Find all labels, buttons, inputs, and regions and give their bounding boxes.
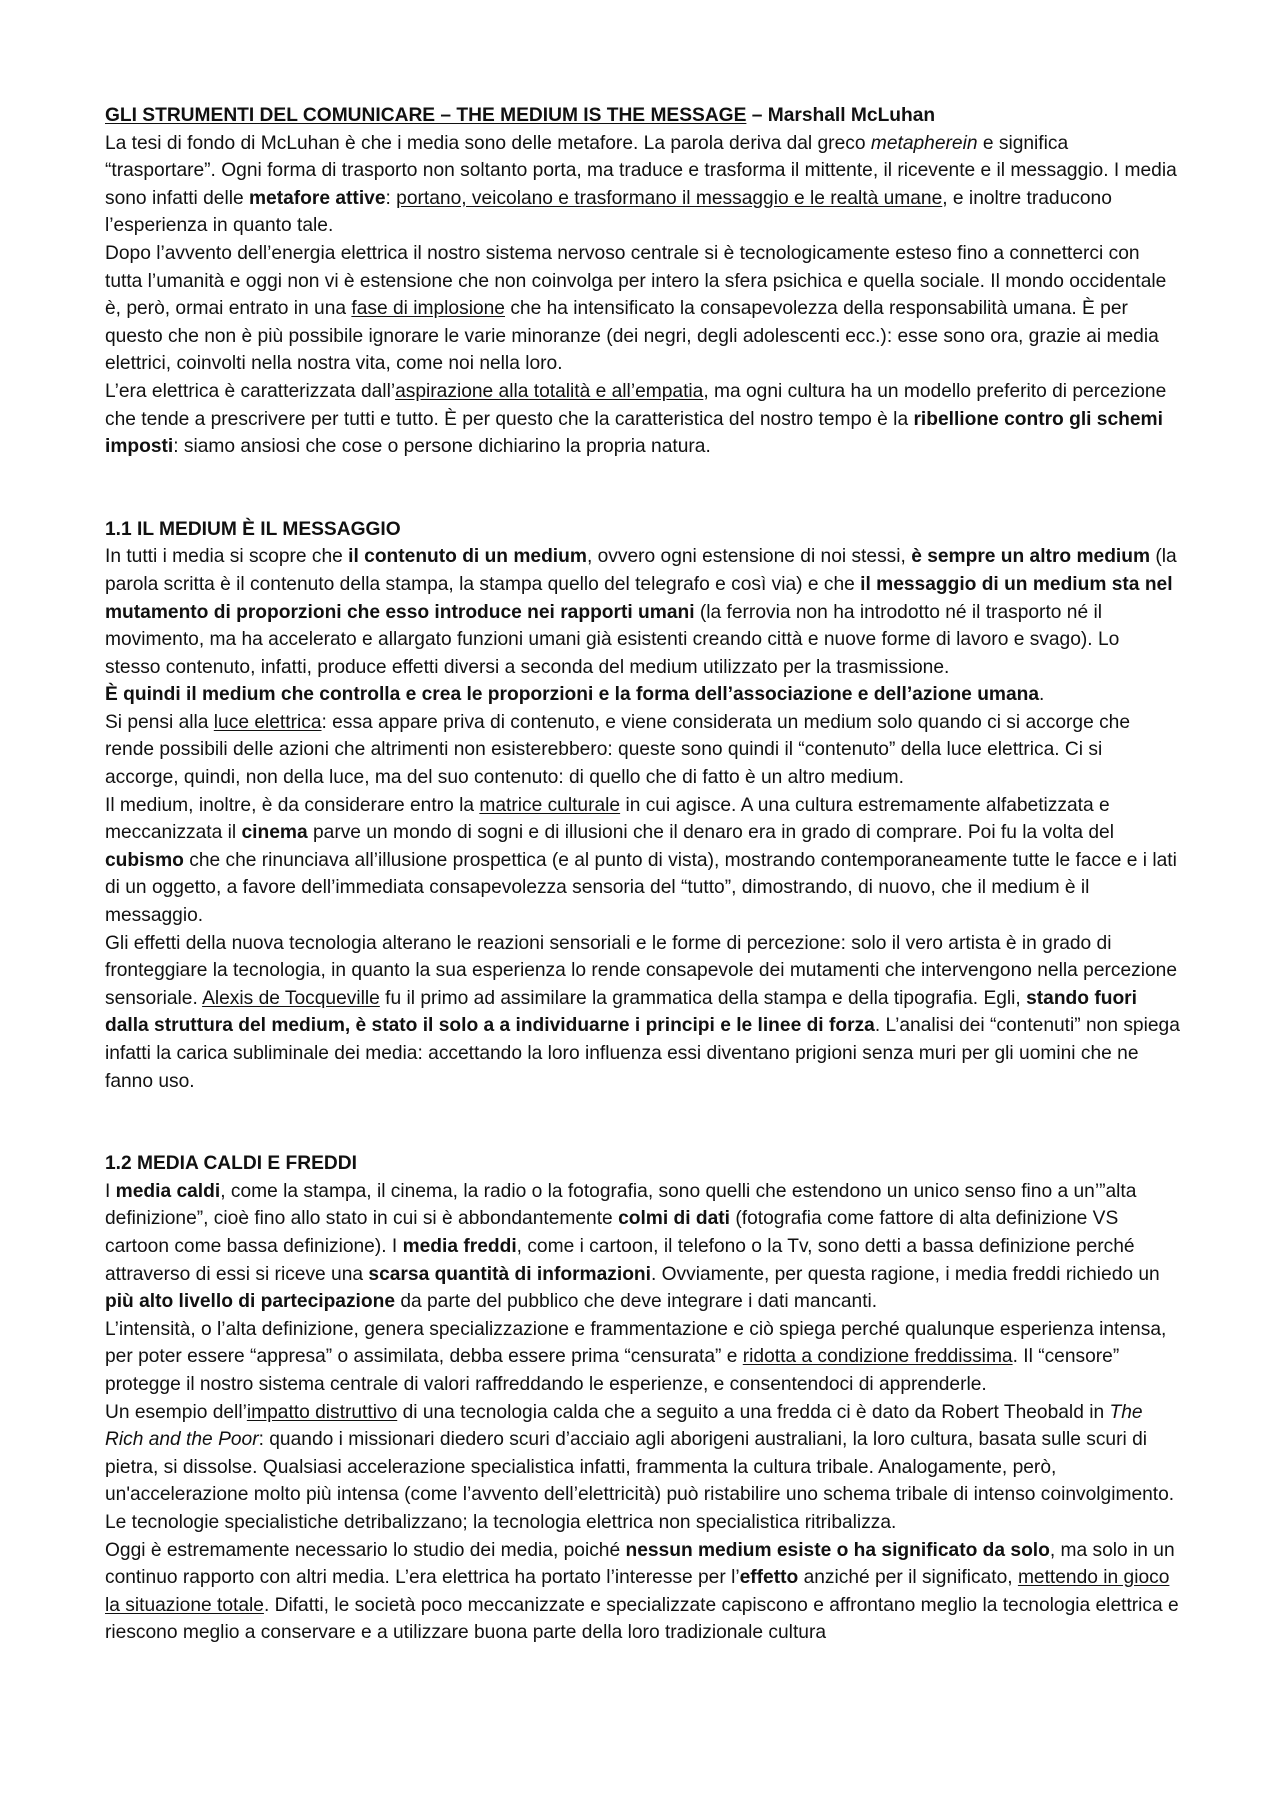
s12-paragraph-2: L’intensità, o l’alta definizione, genera specializzazione e frammentazione e ciò spiega perché qualunque esperienza intensa, per poter essere “appresa” o assimilata, debba essere prima “censurata” e ridotta a condizione freddissima. Il “censore” protegge il nostro sistema centrale di valori raffreddando le esperienze, e consentendoci di apprenderle. <box>105 1318 1167 1395</box>
s11-paragraph-3: Si pensi alla luce elettrica: essa appare priva di contenuto, e viene considerata un medium solo quando ci si accorge che rende possibili delle azioni che altrimenti non esisterebbero: queste sono quindi il “contenuto” della luce elettrica. Ci si accorge, quindi, non della luce, ma del suo contenuto: di quello che di fatto è un altro medium. <box>105 711 1131 789</box>
s12-paragraph-3: Un esempio dell’impatto distruttivo di una tecnologia calda che a seguito a una fredda ci è dato da Robert Theobald in The Rich and the Poor: quando i missionari diedero scuri d’acciaio agli aborigeni australiani, la loro cultura, basata sulle scuri di pietra, si dissolse. Qualsiasi accelerazione specialistica infatti, frammenta la cultura tribale. Analogamente, però, un'accelerazione molto più intensa (come l’avvento dell’elettricità) può ristabilire uno schema tribale di intenso coinvolgimento. Le tecnologie specialistiche detribalizzano; la tecnologia elettrica non specialistica ritribalizza. <box>105 1401 1175 1533</box>
document-title <box>105 102 1180 130</box>
s12-paragraph-1: I media caldi, come la stampa, il cinema, la radio o la fotografia, sono quelli che estendono un unico senso fino a un’”alta definizione”, cioè fino allo stato in cui si è abbondantemente colmi di dati (fotografia come fattore di alta definizione VS cartoon come bassa definizione). I media freddi, come i cartoon, il telefono o la Tv, sono detti a bassa definizione perché attraverso di essi si riceve una scarsa quantità di informazioni. Ovviamente, per questa ragione, i media freddi richiedo un più alto livello di partecipazione da parte del pubblico che deve integrare i dati mancanti. <box>105 1180 1160 1313</box>
s11-paragraph-2: È quindi il medium che controlla e crea le proporzioni e la forma dell’associazione e dell’azione umana. <box>105 684 1045 706</box>
section-heading-1-1: 1.1 IL MEDIUM È IL MESSAGGIO <box>105 518 401 540</box>
s11-paragraph-5: Gli effetti della nuova tecnologia alterano le reazioni sensoriali e le forme di percezione: solo il vero artista è in grado di fronteggiare la tecnologia, in quanto la sua esperienza lo rende consapevole dei mutamenti che intervengono nella percezione sensoriale. Alexis de Tocqueville fu il primo ad assimilare la grammatica della stampa e della tipografia. Egli, stando fuori dalla struttura del medium, è stato il solo a a individuarne i principi e le linee di forza. L’analisi dei “contenuti” non spiega infatti la carica subliminale dei media: accettando la loro influenza essi diventano prigioni senza muri per gli uomini che ne fanno uso. <box>105 932 1180 1092</box>
intro-paragraph-1: La tesi di fondo di McLuhan è che i media sono delle metafore. La parola deriva dal greco metapherein e significa “trasportare”. Ogni forma di trasporto non soltanto porta, ma traduce e trasforma il mittente, il ricevente e il messaggio. I media sono infatti delle metafore attive: portano, veicolano e trasformano il messaggio e le realtà umane, e inoltre traducono l’esperienza in quanto tale. <box>105 132 1177 237</box>
title-main: GLI STRUMENTI DEL COMUNICARE – THE MEDIUM IS THE MESSAGE <box>105 105 747 126</box>
title-author: Marshall McLuhan <box>767 105 936 126</box>
section-heading-1-2: 1.2 MEDIA CALDI E FREDDI <box>105 1153 357 1175</box>
title-separator: – <box>746 105 768 126</box>
s12-paragraph-4: Oggi è estremamente necessario lo studio dei media, poiché nessun medium esiste o ha significato da solo, ma solo in un continuo rapporto con altri media. L’era elettrica ha portato l’interesse per l’effetto anziché per il significato, mettendo in gioco la situazione totale. Difatti, le società poco meccanizzate e specializzate capiscono e affrontano meglio la tecnologia elettrica e riescono meglio a conservare e a utilizzare buona parte della loro tradizionale cultura <box>105 1539 1179 1644</box>
s11-paragraph-4: Il medium, inoltre, è da considerare entro la matrice culturale in cui agisce. A una cultura estremamente alfabetizzata e meccanizzata il cinema parve un mondo di sogni e di illusioni che il denaro era in grado di comprare. Poi fu la volta del cubismo che che rinunciava all’illusione prospettica (e al punto di vista), mostrando contemporaneamente tutte le facce e i lati di un oggetto, a favore dell’immediata consapevolezza sensoria del “tutto”, dimostrando, di nuovo, che il medium è il messaggio. <box>105 794 1177 927</box>
section-spacer <box>105 461 1180 516</box>
intro-paragraph-2: Dopo l’avvento dell’energia elettrica il nostro sistema nervoso centrale si è tecnologicamente esteso fino a connetterci con tutta l’umanità e oggi non vi è estensione che non coinvolga per intero la sfera psichica e quella sociale. Il mondo occidentale è, però, ormai entrato in una fase di implosione che ha intensificato la consapevolezza della responsabilità umana. È per questo che non è più possibile ignorare le varie minoranze (dei negri, degli adolescenti ecc.): esse sono ora, grazie ai media elettrici, coinvolti nella nostra vita, come noi nella loro. <box>105 242 1167 375</box>
intro-paragraph-3: L’era elettrica è caratterizzata dall’aspirazione alla totalità e all’empatia, ma ogni cultura ha un modello preferito di percezione che tende a prescrivere per tutti e tutto. È per questo che la caratteristica del nostro tempo è la ribellione contro gli schemi imposti: siamo ansiosi che cose o persone dichiarino la propria natura. <box>105 380 1167 458</box>
s11-paragraph-1: In tutti i media si scopre che il contenuto di un medium, ovvero ogni estensione di noi stessi, è sempre un altro medium (la parola scritta è il contenuto della stampa, la stampa quello del telegrafo e così via) e che il messaggio di un medium sta nel mutamento di proporzioni che esso introduce nei rapporti umani (la ferrovia non ha introdotto né il trasporto né il movimento, ma ha accelerato e allargato funzioni umani già esistenti creando città e nuove forme di lavoro e svago). Lo stesso contenuto, infatti, produce effetti diversi a seconda del medium utilizzato per la trasmissione. <box>105 546 1177 678</box>
section-spacer <box>105 1095 1180 1150</box>
